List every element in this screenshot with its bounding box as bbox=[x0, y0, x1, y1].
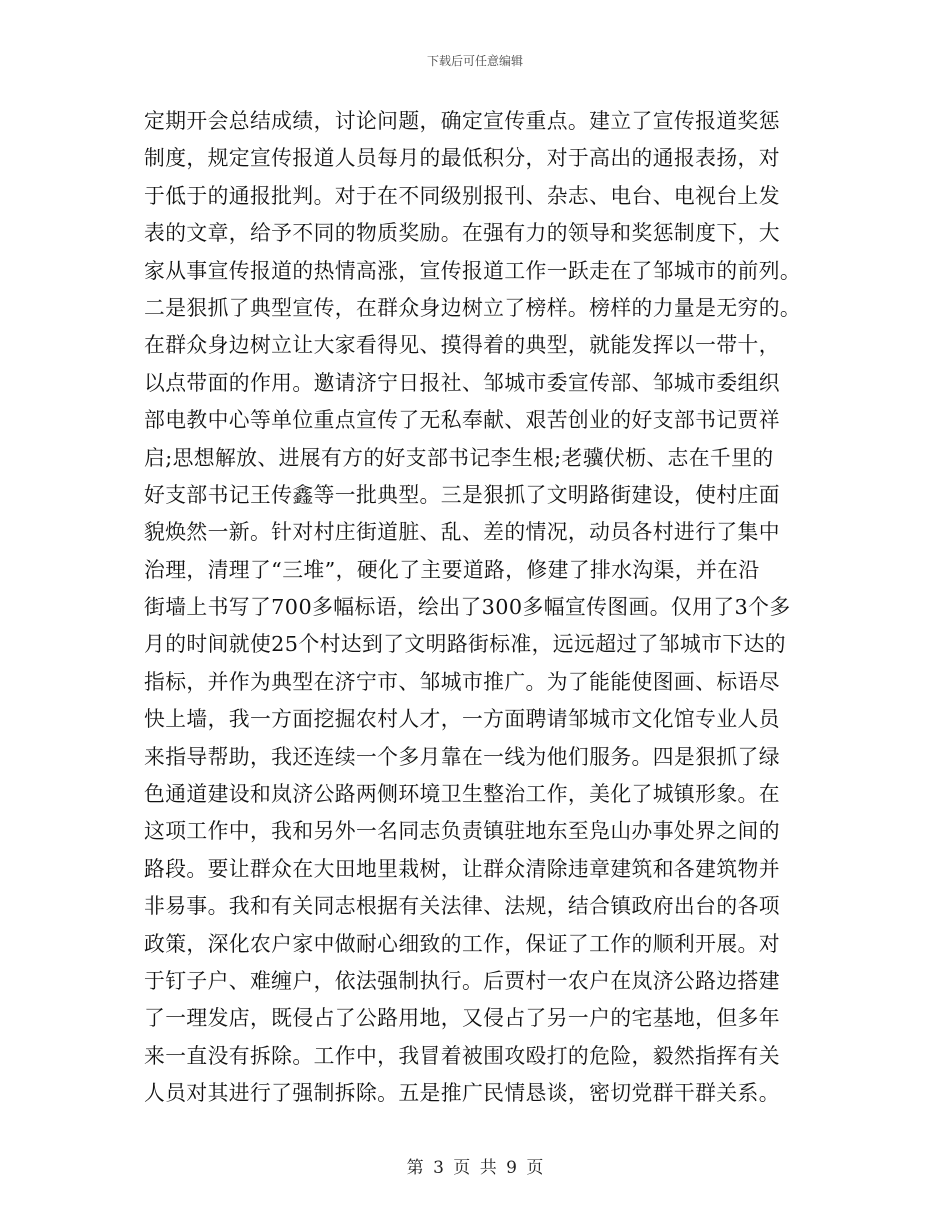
text-line: 定期开会总结成绩，讨论问题，确定宣传重点。建立了宣传报道奖惩 bbox=[144, 109, 780, 133]
text-line: 了一理发店，既侵占了公路用地，又侵占了另一户的宅基地，但多年 bbox=[144, 1006, 780, 1031]
page-number-footer: 第 3 页 共 9 页 bbox=[406, 1158, 544, 1178]
text-line: 非易事。我和有关同志根据有关法律、法规，结合镇政府出台的各项 bbox=[144, 894, 780, 919]
text-line: 来指导帮助，我还连续一个多月靠在一线为他们服务。四是狠抓了绿 bbox=[144, 744, 780, 769]
text-line: 表的文章，给予不同的物质奖励。在强有力的领导和奖惩制度下，大 bbox=[144, 221, 780, 246]
text-line: 于低于的通报批判。对于在不同级别报刊、杂志、电台、电视台上发 bbox=[144, 183, 780, 208]
text-line: 快上墙，我一方面挖掘农村人才，一方面聘请邹城市文化馆专业人员 bbox=[144, 707, 780, 732]
text-line: 来一直没有拆除。工作中，我冒着被围攻殴打的危险，毅然指挥有关 bbox=[144, 1043, 780, 1068]
text-line: 好支部书记王传鑫等一批典型。三是狠抓了文明路街建设，使村庄面 bbox=[144, 482, 780, 507]
text-line: 政策，深化农户家中做耐心细致的工作，保证了工作的顺利开展。对 bbox=[144, 931, 780, 956]
text-line: 人员对其进行了强制拆除。五是推广民情恳谈，密切党群干群关系。 bbox=[144, 1081, 780, 1106]
text-line: 路段。要让群众在大田地里栽树，让群众清除违章建筑和各建筑物并 bbox=[144, 856, 780, 881]
text-line: 启;思想解放、进展有方的好支部书记李生根;老骥伏枥、志在千里的 bbox=[144, 445, 774, 470]
text-line: 街墙上书写了700多幅标语，绘出了300多幅宣传图画。仅用了3个多 bbox=[144, 595, 791, 620]
text-line: 指标，并作为典型在济宁市、邹城市推广。为了能能使图画、标语尽 bbox=[144, 669, 780, 694]
text-line: 制度，规定宣传报道人员每月的最低积分，对于高出的通报表扬，对 bbox=[144, 146, 780, 171]
text-line: 色通道建设和岚济公路两侧环境卫生整治工作，美化了城镇形象。在 bbox=[144, 782, 780, 807]
page-header: 下载后可任意编辑 bbox=[426, 54, 523, 68]
text-line: 治理，清理了“三堆”，硬化了主要道路，修建了排水沟渠，并在沿 bbox=[144, 557, 760, 582]
text-line: 部电教中心等单位重点宣传了无私奉献、艰苦创业的好支部书记贾祥 bbox=[144, 408, 780, 433]
text-line: 二是狠抓了典型宣传，在群众身边树立了榜样。榜样的力量是无穷的。 bbox=[144, 295, 802, 320]
body-text bbox=[144, 103, 804, 1113]
text-line: 这项工作中，我和另外一名同志负责镇驻地东至凫山办事处界之间的 bbox=[144, 819, 780, 844]
text-line: 在群众身边树立让大家看得见、摸得着的典型，就能发挥以一带十， bbox=[144, 333, 780, 358]
text-line: 貌焕然一新。针对村庄街道脏、乱、差的情况，动员各村进行了集中 bbox=[144, 520, 780, 545]
text-line: 于钉子户、难缠户，依法强制执行。后贾村一农户在岚济公路边搭建 bbox=[144, 968, 780, 993]
text-line: 家从事宣传报道的热情高涨，宣传报道工作一跃走在了邹城市的前列。 bbox=[144, 258, 802, 283]
text-line: 月的时间就使25个村达到了文明路街标准，远远超过了邹城市下达的 bbox=[144, 632, 786, 657]
text-line: 以点带面的作用。邀请济宁日报社、邹城市委宣传部、邹城市委组织 bbox=[144, 370, 780, 395]
